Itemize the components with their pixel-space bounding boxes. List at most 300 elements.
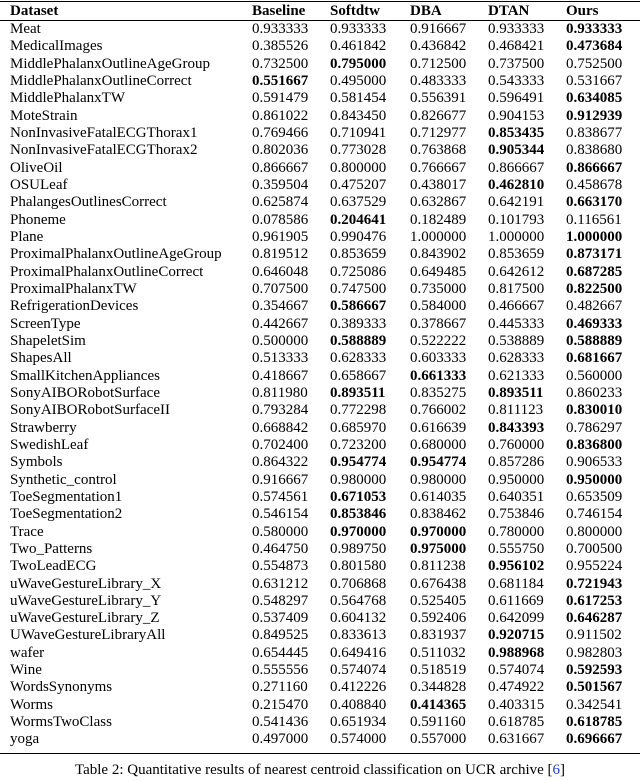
- dtan-value-cell: 0.753846: [488, 506, 545, 523]
- dataset-name-cell: Meat: [10, 21, 41, 37]
- dataset-name-cell: wafer: [10, 644, 45, 661]
- dtan-value-cell: 0.904153: [488, 107, 545, 124]
- ours-value-cell: 0.342541: [566, 696, 623, 713]
- ours-value-cell: 0.469333: [566, 315, 623, 332]
- table-row: [0, 472, 640, 489]
- baseline-value-cell: 0.861022: [252, 107, 309, 124]
- table-row: [0, 385, 640, 402]
- ours-value-cell: 0.681667: [566, 350, 623, 367]
- dba-value-cell: 0.584000: [410, 298, 467, 315]
- softdtw-value-cell: 0.990476: [330, 228, 387, 245]
- ours-value-cell: 0.646287: [566, 610, 623, 627]
- table-row: [0, 125, 640, 142]
- header-baseline: Baseline: [252, 3, 306, 19]
- dataset-name-cell: MedicalImages: [10, 38, 103, 55]
- dba-value-cell: 0.414365: [410, 696, 467, 713]
- ours-value-cell: 1.000000: [566, 228, 623, 245]
- dataset-name-cell: Wine: [10, 662, 42, 679]
- header-row: [0, 2, 640, 20]
- softdtw-value-cell: 0.772298: [330, 402, 387, 419]
- dataset-name-cell: OliveOil: [10, 159, 63, 176]
- baseline-value-cell: 0.811980: [252, 384, 308, 401]
- table-row: [0, 558, 640, 575]
- dataset-name-cell: ProximalPhalanxTW: [10, 280, 137, 297]
- dataset-name-cell: NonInvasiveFatalECGThorax1: [10, 124, 198, 141]
- table-row: [0, 212, 640, 229]
- table-row: [0, 402, 640, 419]
- dtan-value-cell: 0.628333: [488, 350, 545, 367]
- baseline-value-cell: 0.591479: [252, 90, 309, 107]
- dataset-name-cell: Synthetic_control: [10, 471, 117, 488]
- baseline-value-cell: 0.555556: [252, 662, 309, 679]
- ours-value-cell: 0.700500: [566, 540, 623, 557]
- baseline-value-cell: 0.215470: [252, 696, 309, 713]
- table-row: [0, 593, 640, 610]
- softdtw-value-cell: 0.989750: [330, 540, 387, 557]
- dataset-name-cell: SonyAIBORobotSurface: [10, 384, 160, 401]
- ours-value-cell: 0.866667: [566, 159, 623, 176]
- baseline-value-cell: 0.442667: [252, 315, 309, 332]
- dtan-value-cell: 0.466667: [488, 298, 545, 315]
- caption-suffix: ]: [560, 762, 566, 778]
- table-row: [0, 697, 640, 714]
- baseline-value-cell: 0.702400: [252, 436, 309, 453]
- dba-value-cell: 0.557000: [410, 731, 467, 748]
- dtan-value-cell: 0.403315: [488, 696, 545, 713]
- dtan-value-cell: 0.445333: [488, 315, 545, 332]
- dataset-name-cell: MiddlePhalanxTW: [10, 90, 125, 107]
- dba-value-cell: 0.712500: [410, 55, 467, 72]
- header-dtan: DTAN: [488, 3, 530, 19]
- table-row: [0, 108, 640, 125]
- ours-value-cell: 0.501567: [566, 679, 623, 696]
- baseline-value-cell: 0.707500: [252, 280, 309, 297]
- dataset-name-cell: WordsSynonyms: [10, 679, 113, 696]
- baseline-value-cell: 0.654445: [252, 644, 309, 661]
- softdtw-value-cell: 0.725086: [330, 263, 387, 280]
- ours-value-cell: 0.982803: [566, 644, 623, 661]
- dataset-name-cell: ToeSegmentation1: [10, 488, 123, 505]
- baseline-value-cell: 0.354667: [252, 298, 309, 315]
- ours-value-cell: 0.653509: [566, 488, 623, 505]
- dtan-value-cell: 0.642612: [488, 263, 545, 280]
- baseline-value-cell: 0.732500: [252, 55, 309, 72]
- softdtw-value-cell: 0.586667: [330, 298, 387, 315]
- softdtw-value-cell: 0.604132: [330, 610, 387, 627]
- table-row: [0, 38, 640, 55]
- table-row: [0, 316, 640, 333]
- table-row: [0, 454, 640, 471]
- dba-value-cell: 0.838462: [410, 506, 467, 523]
- dba-value-cell: 0.182489: [410, 211, 467, 228]
- softdtw-value-cell: 0.651934: [330, 714, 387, 731]
- table-row: [0, 264, 640, 281]
- dtan-value-cell: 0.543333: [488, 72, 545, 89]
- softdtw-value-cell: 0.980000: [330, 471, 387, 488]
- dataset-name-cell: SwedishLeaf: [10, 436, 89, 453]
- dtan-value-cell: 0.893511: [488, 384, 544, 401]
- softdtw-value-cell: 0.649416: [330, 644, 387, 661]
- ours-value-cell: 0.860233: [566, 384, 623, 401]
- baseline-value-cell: 0.464750: [252, 540, 309, 557]
- dataset-name-cell: ToeSegmentation2: [10, 506, 123, 523]
- dataset-name-cell: UWaveGestureLibraryAll: [10, 627, 166, 644]
- baseline-value-cell: 0.625874: [252, 194, 309, 211]
- ours-value-cell: 0.955224: [566, 558, 623, 575]
- baseline-value-cell: 0.933333: [252, 21, 309, 37]
- softdtw-value-cell: 0.833613: [330, 627, 387, 644]
- dba-value-cell: 0.344828: [410, 679, 467, 696]
- softdtw-value-cell: 0.564768: [330, 592, 387, 609]
- dba-value-cell: 0.518519: [410, 662, 467, 679]
- dba-value-cell: 0.525405: [410, 592, 467, 609]
- dtan-value-cell: 0.905344: [488, 142, 545, 159]
- baseline-value-cell: 0.497000: [252, 731, 309, 748]
- softdtw-value-cell: 0.389333: [330, 315, 387, 332]
- dba-value-cell: 0.916667: [410, 21, 467, 37]
- dba-value-cell: 0.591160: [410, 714, 466, 731]
- softdtw-value-cell: 0.588889: [330, 332, 387, 349]
- dtan-value-cell: 0.640351: [488, 488, 545, 505]
- baseline-value-cell: 0.500000: [252, 332, 309, 349]
- dataset-name-cell: Strawberry: [10, 419, 77, 436]
- softdtw-value-cell: 0.710941: [330, 124, 387, 141]
- dtan-value-cell: 0.853435: [488, 124, 545, 141]
- dba-value-cell: 0.556391: [410, 90, 467, 107]
- softdtw-value-cell: 0.685970: [330, 419, 387, 436]
- softdtw-value-cell: 0.853846: [330, 506, 387, 523]
- dataset-name-cell: uWaveGestureLibrary_X: [10, 575, 162, 592]
- ours-value-cell: 0.911502: [566, 627, 622, 644]
- dba-value-cell: 0.835275: [410, 384, 467, 401]
- table-row: [0, 627, 640, 644]
- ours-value-cell: 0.933333: [566, 21, 623, 37]
- baseline-value-cell: 0.802036: [252, 142, 309, 159]
- dataset-name-cell: OSULeaf: [10, 176, 68, 193]
- ours-value-cell: 0.786297: [566, 419, 623, 436]
- table-row: [0, 90, 640, 107]
- ours-value-cell: 0.560000: [566, 367, 623, 384]
- softdtw-value-cell: 0.475207: [330, 176, 387, 193]
- header-dba: DBA: [410, 3, 442, 19]
- dataset-name-cell: ShapeletSim: [10, 332, 86, 349]
- dtan-value-cell: 0.843393: [488, 419, 545, 436]
- softdtw-value-cell: 0.204641: [330, 211, 387, 228]
- baseline-value-cell: 0.548297: [252, 592, 309, 609]
- dataset-name-cell: MoteStrain: [10, 107, 78, 124]
- dtan-value-cell: 0.853659: [488, 246, 545, 263]
- dtan-value-cell: 0.857286: [488, 454, 545, 471]
- dtan-value-cell: 0.462810: [488, 176, 545, 193]
- dataset-name-cell: Trace: [10, 523, 44, 540]
- softdtw-value-cell: 0.853659: [330, 246, 387, 263]
- softdtw-value-cell: 0.773028: [330, 142, 387, 159]
- dataset-name-cell: Worms: [10, 696, 53, 713]
- ours-value-cell: 0.822500: [566, 280, 623, 297]
- softdtw-value-cell: 0.408840: [330, 696, 387, 713]
- softdtw-value-cell: 0.461842: [330, 38, 387, 55]
- ours-value-cell: 0.838680: [566, 142, 623, 159]
- baseline-value-cell: 0.866667: [252, 159, 309, 176]
- dba-value-cell: 1.000000: [410, 228, 467, 245]
- dba-value-cell: 0.975000: [410, 540, 467, 557]
- dataset-name-cell: Phoneme: [10, 211, 66, 228]
- dtan-value-cell: 0.817500: [488, 280, 545, 297]
- ours-value-cell: 0.800000: [566, 523, 623, 540]
- table-row: [0, 576, 640, 593]
- dba-value-cell: 0.735000: [410, 280, 467, 297]
- dba-value-cell: 0.843902: [410, 246, 467, 263]
- baseline-value-cell: 0.541436: [252, 714, 309, 731]
- baseline-value-cell: 0.961905: [252, 228, 309, 245]
- softdtw-value-cell: 0.747500: [330, 280, 387, 297]
- table-row: [0, 160, 640, 177]
- header-softdtw: Softdtw: [330, 3, 381, 19]
- baseline-value-cell: 0.793284: [252, 402, 309, 419]
- dba-value-cell: 0.438017: [410, 176, 467, 193]
- dba-value-cell: 0.436842: [410, 38, 467, 55]
- table-row: [0, 731, 640, 748]
- dataset-name-cell: SonyAIBORobotSurfaceII: [10, 402, 170, 419]
- dataset-name-cell: MiddlePhalanxOutlineCorrect: [10, 72, 192, 89]
- dba-value-cell: 0.970000: [410, 523, 467, 540]
- dba-value-cell: 0.763868: [410, 142, 467, 159]
- softdtw-value-cell: 0.574000: [330, 731, 387, 748]
- dba-value-cell: 0.811238: [410, 558, 466, 575]
- table-bottom-rule: [0, 753, 640, 754]
- softdtw-value-cell: 0.581454: [330, 90, 387, 107]
- dataset-name-cell: PhalangesOutlinesCorrect: [10, 194, 167, 211]
- dataset-name-cell: Two_Patterns: [10, 540, 93, 557]
- dataset-name-cell: ProximalPhalanxOutlineAgeGroup: [10, 246, 222, 263]
- table-row: [0, 437, 640, 454]
- dtan-value-cell: 0.950000: [488, 471, 545, 488]
- dataset-name-cell: WormsTwoClass: [10, 714, 112, 731]
- baseline-value-cell: 0.271160: [252, 679, 308, 696]
- dtan-value-cell: 0.101793: [488, 211, 545, 228]
- table-row: [0, 506, 640, 523]
- table-row: [0, 56, 640, 73]
- ours-value-cell: 0.634085: [566, 90, 623, 107]
- ours-value-cell: 0.482667: [566, 298, 623, 315]
- ours-value-cell: 0.746154: [566, 506, 623, 523]
- baseline-value-cell: 0.537409: [252, 610, 309, 627]
- baseline-value-cell: 0.631212: [252, 575, 309, 592]
- dba-value-cell: 0.831937: [410, 627, 467, 644]
- table-row: [0, 714, 640, 731]
- dtan-value-cell: 0.642099: [488, 610, 545, 627]
- softdtw-value-cell: 0.495000: [330, 72, 387, 89]
- header-ours: Ours: [566, 3, 599, 19]
- softdtw-value-cell: 0.970000: [330, 523, 387, 540]
- baseline-value-cell: 0.546154: [252, 506, 309, 523]
- dba-value-cell: 0.632867: [410, 194, 467, 211]
- ours-value-cell: 0.906533: [566, 454, 623, 471]
- baseline-value-cell: 0.580000: [252, 523, 309, 540]
- table-row: [0, 541, 640, 558]
- table-row: [0, 368, 640, 385]
- softdtw-value-cell: 0.637529: [330, 194, 387, 211]
- dtan-value-cell: 0.611669: [488, 592, 544, 609]
- baseline-value-cell: 0.864322: [252, 454, 309, 471]
- ours-value-cell: 0.838677: [566, 124, 623, 141]
- dtan-value-cell: 0.596491: [488, 90, 545, 107]
- table-row: [0, 645, 640, 662]
- table-row: [0, 73, 640, 90]
- dba-value-cell: 0.712977: [410, 124, 467, 141]
- baseline-value-cell: 0.551667: [252, 72, 309, 89]
- table-row: [0, 142, 640, 159]
- softdtw-value-cell: 0.893511: [330, 384, 386, 401]
- dtan-value-cell: 0.474922: [488, 679, 545, 696]
- dba-value-cell: 0.826677: [410, 107, 467, 124]
- ours-value-cell: 0.873171: [566, 246, 623, 263]
- dba-value-cell: 0.511032: [410, 644, 466, 661]
- softdtw-value-cell: 0.658667: [330, 367, 387, 384]
- ours-value-cell: 0.687285: [566, 263, 623, 280]
- dtan-value-cell: 0.866667: [488, 159, 545, 176]
- softdtw-value-cell: 0.671053: [330, 488, 387, 505]
- table-row: [0, 489, 640, 506]
- dtan-value-cell: 0.618785: [488, 714, 545, 731]
- baseline-value-cell: 0.646048: [252, 263, 309, 280]
- dataset-name-cell: Plane: [10, 228, 44, 245]
- ours-value-cell: 0.618785: [566, 714, 623, 731]
- table-row: [0, 662, 640, 679]
- dtan-value-cell: 0.933333: [488, 21, 545, 37]
- softdtw-value-cell: 0.954774: [330, 454, 387, 471]
- softdtw-value-cell: 0.933333: [330, 21, 387, 37]
- dataset-name-cell: ProximalPhalanxOutlineCorrect: [10, 263, 204, 280]
- softdtw-value-cell: 0.801580: [330, 558, 387, 575]
- baseline-value-cell: 0.513333: [252, 350, 309, 367]
- dataset-name-cell: yoga: [10, 731, 40, 748]
- table-row: [0, 610, 640, 627]
- dtan-value-cell: 0.574074: [488, 662, 545, 679]
- baseline-value-cell: 0.385526: [252, 38, 309, 55]
- table-row: [0, 333, 640, 350]
- dtan-value-cell: 0.737500: [488, 55, 545, 72]
- ours-value-cell: 0.950000: [566, 471, 623, 488]
- softdtw-value-cell: 0.723200: [330, 436, 387, 453]
- dba-value-cell: 0.766002: [410, 402, 467, 419]
- ours-value-cell: 0.617253: [566, 592, 623, 609]
- baseline-value-cell: 0.769466: [252, 124, 309, 141]
- baseline-value-cell: 0.916667: [252, 471, 309, 488]
- softdtw-value-cell: 0.628333: [330, 350, 387, 367]
- results-table: [0, 2, 640, 749]
- header-dataset: Dataset: [10, 3, 59, 19]
- dba-value-cell: 0.592406: [410, 610, 467, 627]
- table-row: [0, 20, 640, 38]
- table-row: [0, 194, 640, 211]
- dtan-value-cell: 0.811123: [488, 402, 544, 419]
- dtan-value-cell: 0.780000: [488, 523, 545, 540]
- dtan-value-cell: 0.538889: [488, 332, 545, 349]
- table-row: [0, 420, 640, 437]
- dataset-name-cell: SmallKitchenAppliances: [10, 367, 160, 384]
- dataset-name-cell: Symbols: [10, 454, 63, 471]
- ours-value-cell: 0.458678: [566, 176, 623, 193]
- dtan-value-cell: 0.642191: [488, 194, 545, 211]
- dba-value-cell: 0.954774: [410, 454, 467, 471]
- dba-value-cell: 0.649485: [410, 263, 467, 280]
- baseline-value-cell: 0.819512: [252, 246, 309, 263]
- baseline-value-cell: 0.078586: [252, 211, 309, 228]
- softdtw-value-cell: 0.843450: [330, 107, 387, 124]
- table-row: [0, 281, 640, 298]
- baseline-value-cell: 0.418667: [252, 367, 309, 384]
- dba-value-cell: 0.676438: [410, 575, 467, 592]
- dba-value-cell: 0.766667: [410, 159, 467, 176]
- dataset-name-cell: NonInvasiveFatalECGThorax2: [10, 142, 198, 159]
- table-row: [0, 177, 640, 194]
- dtan-value-cell: 1.000000: [488, 228, 545, 245]
- caption-citation-link[interactable]: 6: [552, 762, 561, 778]
- dataset-name-cell: ScreenType: [10, 315, 81, 332]
- table-row: [0, 524, 640, 541]
- ours-value-cell: 0.531667: [566, 72, 623, 89]
- dtan-value-cell: 0.631667: [488, 731, 545, 748]
- dba-value-cell: 0.680000: [410, 436, 467, 453]
- dtan-value-cell: 0.956102: [488, 558, 545, 575]
- ours-value-cell: 0.663170: [566, 194, 623, 211]
- dba-value-cell: 0.616639: [410, 419, 467, 436]
- dtan-value-cell: 0.988968: [488, 644, 545, 661]
- ours-value-cell: 0.836800: [566, 436, 623, 453]
- baseline-value-cell: 0.849525: [252, 627, 309, 644]
- dataset-name-cell: uWaveGestureLibrary_Z: [10, 610, 160, 627]
- dtan-value-cell: 0.920715: [488, 627, 545, 644]
- dtan-value-cell: 0.468421: [488, 38, 545, 55]
- table-body: [0, 20, 640, 749]
- ours-value-cell: 0.473684: [566, 38, 623, 55]
- table-row: [0, 246, 640, 263]
- dba-value-cell: 0.522222: [410, 332, 467, 349]
- ours-value-cell: 0.116561: [566, 211, 622, 228]
- ours-value-cell: 0.721943: [566, 575, 623, 592]
- softdtw-value-cell: 0.574074: [330, 662, 387, 679]
- dtan-value-cell: 0.621333: [488, 367, 545, 384]
- ours-value-cell: 0.696667: [566, 731, 623, 748]
- baseline-value-cell: 0.574561: [252, 488, 309, 505]
- dba-value-cell: 0.661333: [410, 367, 467, 384]
- ours-value-cell: 0.830010: [566, 402, 623, 419]
- dtan-value-cell: 0.555750: [488, 540, 545, 557]
- dataset-name-cell: RefrigerationDevices: [10, 298, 139, 315]
- softdtw-value-cell: 0.800000: [330, 159, 387, 176]
- dba-value-cell: 0.603333: [410, 350, 467, 367]
- dba-value-cell: 0.980000: [410, 471, 467, 488]
- dba-value-cell: 0.614035: [410, 488, 467, 505]
- dtan-value-cell: 0.681184: [488, 575, 544, 592]
- dba-value-cell: 0.378667: [410, 315, 467, 332]
- dba-value-cell: 0.483333: [410, 72, 467, 89]
- softdtw-value-cell: 0.706868: [330, 575, 387, 592]
- baseline-value-cell: 0.668842: [252, 419, 309, 436]
- baseline-value-cell: 0.359504: [252, 176, 309, 193]
- table-caption: [0, 760, 640, 780]
- caption-text: Table 2: Quantitative results of nearest centroid classification on UCR archive [: [74, 762, 553, 778]
- dtan-value-cell: 0.760000: [488, 436, 545, 453]
- ours-value-cell: 0.592593: [566, 662, 623, 679]
- dataset-name-cell: ShapesAll: [10, 350, 72, 367]
- table-row: [0, 350, 640, 367]
- softdtw-value-cell: 0.795000: [330, 55, 387, 72]
- dataset-name-cell: TwoLeadECG: [10, 558, 97, 575]
- ours-value-cell: 0.588889: [566, 332, 623, 349]
- table-row: [0, 679, 640, 696]
